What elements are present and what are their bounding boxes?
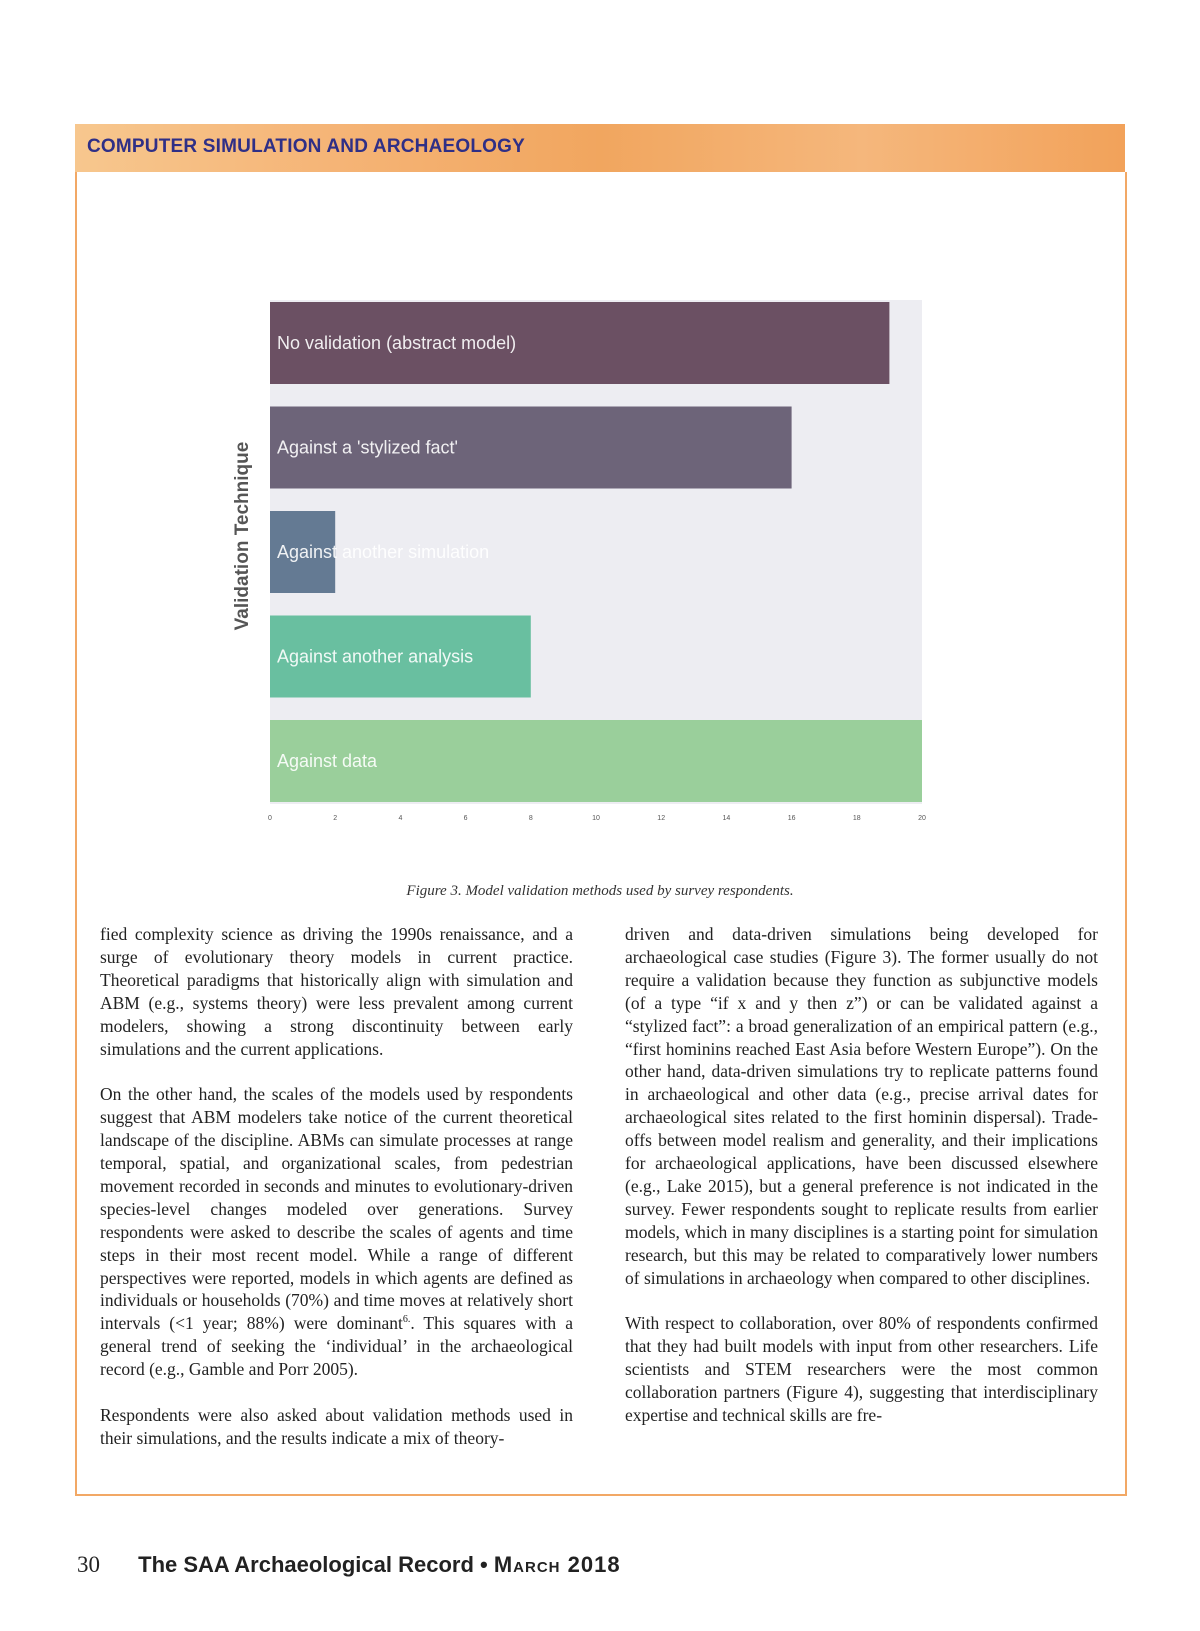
paragraph-text: On the other hand, the scales of the models used by respondents suggest that ABM modelers take notice of the current theoretical landscape of the discipline. ABMs can simulate processes at range temporal, spatial, and organizational scales, from pedestrian movement recorded in seconds and minutes to evolutionary-driven species-level changes modeled over generations. Survey respondents were asked to describe the scales of agents and time steps in their most recent model. While a range of different perspectives were reported, models in which agents are defined as individuals or households (70%) and time moves at relatively short intervals (<1 year; 88%) were dominant: [100, 1084, 573, 1334]
bar-label: Against another simulation: [277, 542, 490, 562]
x-tick-label: 8: [528, 815, 533, 822]
bar-label: No validation (abstract model): [277, 333, 517, 353]
x-tick-label: 2: [333, 815, 338, 822]
footer-separator: •: [480, 1552, 488, 1577]
validation-chart: [230, 300, 970, 870]
paragraph-text: . This squares with a general trend of seeking the ‘individual’ in the archaeological record (e.g., Gamble and Porr 2005).: [100, 1313, 573, 1380]
x-tick-label: 4: [398, 815, 403, 822]
paragraph: With respect to collaboration, over 80% of respondents confirmed that they had built models with input from other researchers. Life scientists and STEM researchers were the most common collaboration partners (Figure 4), suggesting that interdisciplinary expertise and technical skills are fre-: [625, 1313, 1098, 1426]
bar-label: Against another analysis: [277, 646, 474, 667]
x-tick-label: 0: [268, 815, 272, 822]
paragraph: fied complexity science as driving the 1990s renaissance, and a surge of evolutionary theory models in current practice. Theoretical paradigms that historically align with simulation and ABM (e.g., systems theory) were less prevalent among current modelers, showing a strong discontinuity between early simulations and the current applications.: [100, 924, 573, 1059]
x-tick-label: 12: [657, 815, 666, 822]
paragraph: driven and data-driven simulations being developed for archaeological case studies (Figure 3). The former usually do not require a validation because they function as subjunctive models (of a type “if x and y then z”) or can be validated against a “stylized fact”: a broad generalization of an empirical pattern (e.g., “first hominins reached East Asia before Western Europe”). On the other hand, data-driven simulations try to replicate patterns found in archaeological and other data (e.g., precise arrival dates for archaeological sites related to the first hominin dispersal). Trade-offs between model realism and generality, and their implications for archaeological applications, have been discussed elsewhere (e.g., Lake 2015), but a general preference is not indicated in the survey. Fewer respondents sought to replicate results from earlier models, which in many disciplines is a starting point for simulation research, but this may be related to comparatively lower numbers of simulations in archaeology when compared to other disciplines.: [625, 924, 1098, 1288]
figure-caption: Figure 3. Model validation methods used by survey respondents.: [406, 883, 794, 899]
x-tick-label: 6: [463, 815, 468, 822]
x-tick-label: 10: [592, 815, 600, 822]
body-column-right: [625, 923, 1098, 1450]
page-footer: [77, 1552, 621, 1578]
paragraph: [100, 1083, 573, 1381]
y-axis-label: Validation Technique: [232, 441, 253, 631]
x-tick-label: 20: [918, 815, 926, 822]
section-title: COMPUTER SIMULATION AND ARCHAEOLOGY: [87, 136, 526, 157]
issue-date: March 2018: [493, 1552, 621, 1577]
x-tick-label: 16: [787, 815, 796, 822]
body-column-left: [100, 923, 573, 1473]
publication-name: The SAA Archaeological Record: [138, 1552, 474, 1577]
bar-label: Against data: [277, 751, 378, 771]
section-banner: [75, 124, 1125, 172]
footnote-ref: 6.: [402, 1314, 411, 1326]
paragraph: Respondents were also asked about validation methods used in their simulations, and the results indicate a mix of theory-: [100, 1405, 573, 1448]
x-tick-label: 14: [722, 815, 731, 822]
page-number: 30: [77, 1552, 100, 1577]
x-tick-label: 18: [852, 815, 861, 822]
bar-label: Against a 'stylized fact': [277, 437, 458, 458]
